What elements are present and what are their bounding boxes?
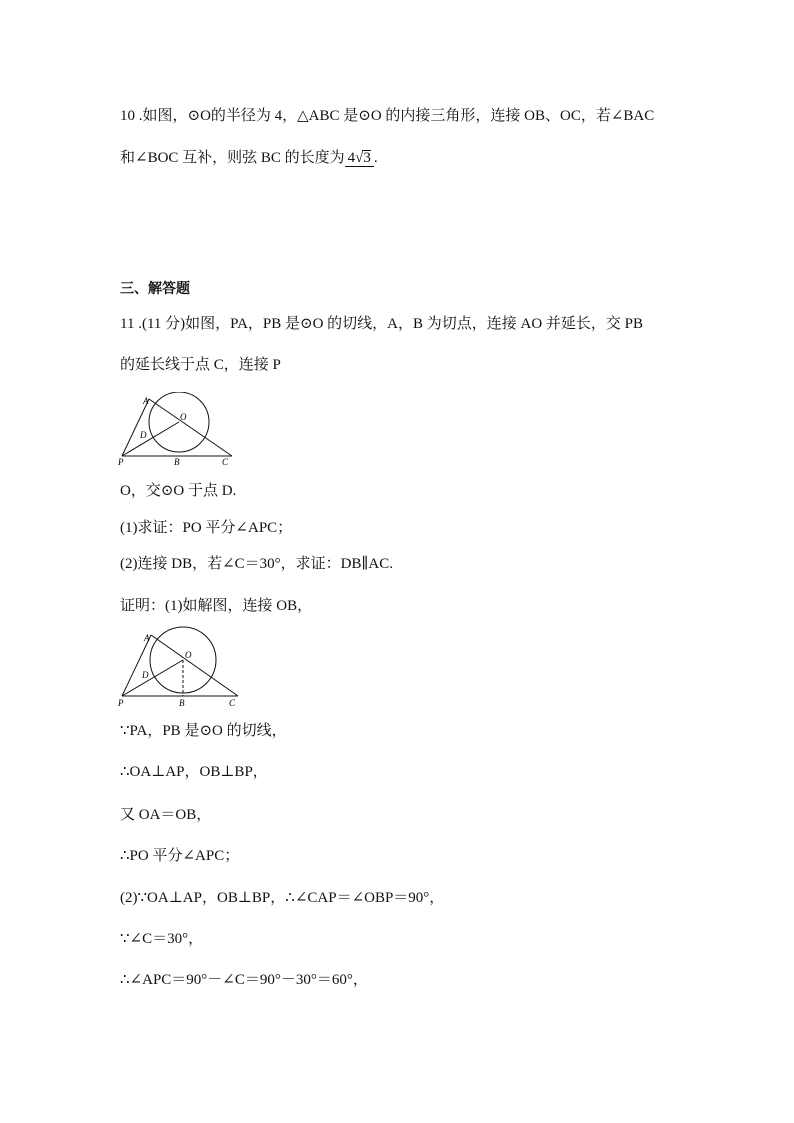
solution-figure-svg (116, 626, 244, 708)
question-figure-svg (116, 392, 240, 468)
q10-line2-end: . (373, 150, 378, 166)
fig1-label-A: A (143, 396, 149, 406)
fig1-label-B: B (174, 457, 180, 467)
q11-part2: (2)连接 DB，若∠C＝30°，求证：DB∥AC. (120, 556, 394, 572)
fig2-label-P: P (118, 698, 124, 708)
section-title: 三、解答题 (120, 281, 190, 297)
fig1-label-C: C (222, 457, 229, 467)
q11-line1: 11 .(11 分)如图，PA，PB 是⊙O 的切线，A，B 为切点，连接 AO 并延长，交 PB (120, 316, 644, 332)
fig2-label-A: A (144, 633, 150, 643)
fig2-label-D: D (142, 670, 149, 680)
solution-step-7: ∴∠APC＝90°－∠C＝90°－30°＝60°， (120, 972, 368, 988)
solution-step-4: ∴PO 平分∠APC； (120, 848, 240, 864)
fig1-label-D: D (140, 430, 147, 440)
solution-figure (116, 626, 244, 713)
q10-line2-text: 和∠BOC 互补，则弦 BC 的长度为 (120, 150, 345, 166)
question-figure (116, 392, 240, 473)
solution-step-6: ∵∠C＝30°， (120, 931, 204, 947)
fig2-label-C: C (229, 698, 236, 708)
solution-step-1: ∵PA，PB 是⊙O 的切线， (120, 723, 287, 739)
fig2-label-B: B (179, 698, 185, 708)
q11-part1: (1)求证：PO 平分∠APC； (120, 520, 293, 536)
q10-answer-coef: 4 (347, 150, 356, 166)
solution-step-2: ∴OA⊥AP，OB⊥BP， (120, 764, 268, 780)
q11-line2: 的延长线于点 C，连接 P (120, 357, 281, 373)
fig1-label-O: O (180, 412, 187, 422)
fig1-label-P: P (118, 457, 124, 467)
q10-answer: 4√3 (345, 150, 374, 167)
fig2-label-O: O (185, 650, 192, 660)
solution-step-5: (2)∵OA⊥AP，OB⊥BP，∴∠CAP＝∠OBP＝90°， (120, 890, 445, 906)
solution-step-3: 又 OA＝OB， (120, 807, 212, 823)
q10-line1: 10 .如图，⊙O的半径为 4，△ABC 是⊙O 的内接三角形，连接 OB、OC，若∠BAC (120, 108, 655, 124)
solution-intro: 证明：(1)如解图，连接 OB， (120, 598, 313, 614)
q11-line3: O，交⊙O 于点 D. (120, 483, 237, 499)
q10-answer-radicand: 3 (363, 150, 371, 166)
q10-line2 (120, 148, 378, 168)
